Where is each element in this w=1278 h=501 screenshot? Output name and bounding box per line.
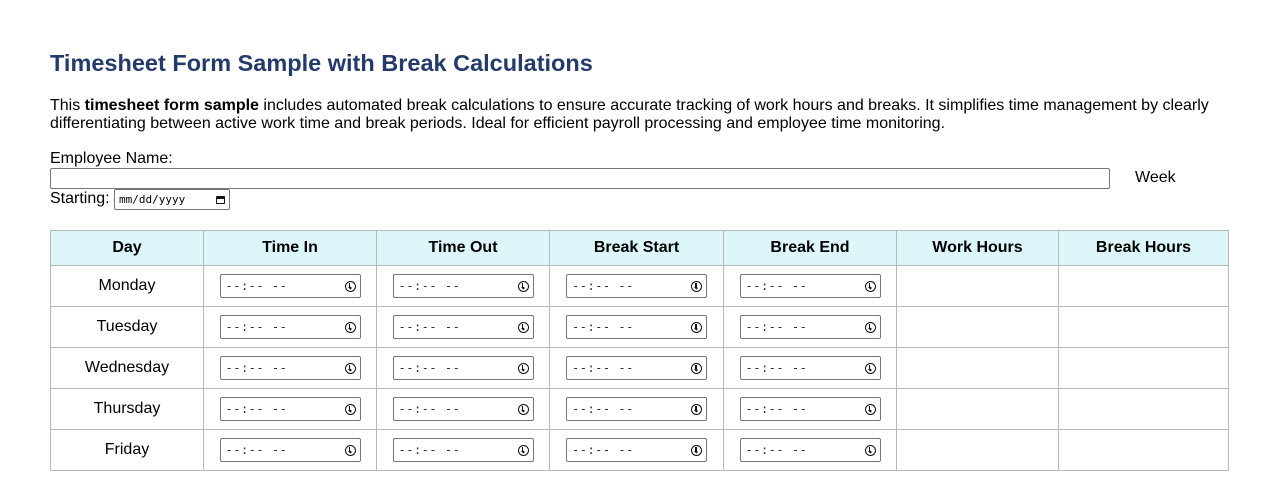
header-work-hours: Work Hours [897,231,1059,266]
time-in-cell [204,266,377,307]
table-row [51,389,1229,430]
break-hours-cell [1059,389,1229,430]
time-placeholder: --:-- -- [572,320,634,334]
description-prefix: This [50,97,85,114]
break-start-cell [550,389,724,430]
break-end-cell [724,430,897,471]
time-out-cell [377,266,550,307]
clock-icon[interactable] [691,404,702,415]
header-break-start: Break Start [550,231,724,266]
time-placeholder: --:-- -- [225,443,288,457]
header-day: Day [51,231,204,266]
time-out-input[interactable] [393,397,534,421]
time-placeholder: --:-- -- [572,443,634,457]
break-hours-cell [1059,307,1229,348]
week-starting-date-input[interactable] [114,189,230,210]
work-hours-cell [897,307,1059,348]
clock-icon[interactable] [865,281,876,292]
break-start-input[interactable] [566,397,707,421]
employee-name-input[interactable] [50,168,1110,189]
time-placeholder: --:-- -- [398,402,461,416]
time-in-input[interactable] [220,397,361,421]
time-out-input[interactable] [393,356,534,380]
clock-icon[interactable] [691,445,702,456]
clock-icon[interactable] [865,363,876,374]
time-placeholder: --:-- -- [745,402,808,416]
time-placeholder: --:-- -- [398,443,461,457]
timesheet-table [50,230,1229,471]
break-end-cell [724,307,897,348]
clock-icon[interactable] [691,363,702,374]
day-cell: Tuesday [51,307,204,348]
time-in-input[interactable] [220,356,361,380]
break-end-input[interactable] [740,397,881,421]
time-in-cell [204,389,377,430]
header-time-out: Time Out [377,231,550,266]
table-row [51,307,1229,348]
time-in-input[interactable] [220,274,361,298]
header-time-in: Time In [204,231,377,266]
table-row [51,266,1229,307]
description [50,97,1220,133]
description-bold: timesheet form sample [84,97,259,114]
break-start-cell [550,430,724,471]
break-end-input[interactable] [740,356,881,380]
day-cell: Monday [51,266,204,307]
time-in-cell [204,348,377,389]
time-placeholder: --:-- -- [398,361,461,375]
time-placeholder: --:-- -- [225,279,288,293]
break-end-cell [724,348,897,389]
day-cell: Friday [51,430,204,471]
break-hours-cell [1059,348,1229,389]
work-hours-cell [897,430,1059,471]
break-start-cell [550,266,724,307]
time-in-input[interactable] [220,438,361,462]
page-title: Timesheet Form Sample with Break Calculations [50,50,593,76]
time-out-cell [377,348,550,389]
calendar-icon[interactable] [216,196,225,204]
clock-icon[interactable] [345,445,356,456]
clock-icon[interactable] [865,404,876,415]
clock-icon[interactable] [865,445,876,456]
break-start-input[interactable] [566,356,707,380]
time-placeholder: --:-- -- [225,402,288,416]
table-row [51,430,1229,471]
clock-icon[interactable] [345,363,356,374]
time-out-cell [377,430,550,471]
time-placeholder: --:-- -- [745,320,808,334]
clock-icon[interactable] [691,322,702,333]
time-placeholder: --:-- -- [225,320,288,334]
clock-icon[interactable] [518,322,529,333]
time-placeholder: --:-- -- [398,320,461,334]
break-end-input[interactable] [740,438,881,462]
clock-icon[interactable] [865,322,876,333]
break-start-cell [550,348,724,389]
employee-name-label: Employee Name: [50,150,173,167]
day-cell: Wednesday [51,348,204,389]
clock-icon[interactable] [345,404,356,415]
time-out-input[interactable] [393,274,534,298]
clock-icon[interactable] [518,281,529,292]
time-in-cell [204,430,377,471]
date-placeholder: mm/dd/yyyy [119,193,186,206]
clock-icon[interactable] [345,281,356,292]
time-placeholder: --:-- -- [572,402,634,416]
break-end-input[interactable] [740,274,881,298]
time-out-cell [377,389,550,430]
break-hours-cell [1059,266,1229,307]
starting-label: Starting: [50,190,110,207]
table-row [51,348,1229,389]
work-hours-cell [897,266,1059,307]
time-placeholder: --:-- -- [398,279,461,293]
clock-icon[interactable] [691,281,702,292]
description-suffix: includes automated break calculations to ensure accurate tracking of work hours and breaks. It simplifies time management by clearly differentiating between active work time and break periods. Ideal for efficient payroll processing and employee time monitoring. [50,97,1209,132]
work-hours-cell [897,348,1059,389]
time-placeholder: --:-- -- [572,361,634,375]
clock-icon[interactable] [518,445,529,456]
time-placeholder: --:-- -- [745,443,808,457]
time-placeholder: --:-- -- [745,361,808,375]
table-header-row [51,231,1229,266]
break-end-cell [724,266,897,307]
break-end-cell [724,389,897,430]
time-in-cell [204,307,377,348]
time-placeholder: --:-- -- [225,361,288,375]
break-start-input[interactable] [566,315,707,339]
week-label: Week [1135,169,1176,186]
break-start-input[interactable] [566,274,707,298]
break-start-cell [550,307,724,348]
day-cell: Thursday [51,389,204,430]
clock-icon[interactable] [345,322,356,333]
work-hours-cell [897,389,1059,430]
time-out-input[interactable] [393,315,534,339]
break-hours-cell [1059,430,1229,471]
time-placeholder: --:-- -- [745,279,808,293]
time-placeholder: --:-- -- [572,279,634,293]
break-start-input[interactable] [566,438,707,462]
time-out-cell [377,307,550,348]
clock-icon[interactable] [518,404,529,415]
break-end-input[interactable] [740,315,881,339]
time-in-input[interactable] [220,315,361,339]
time-out-input[interactable] [393,438,534,462]
header-break-end: Break End [724,231,897,266]
clock-icon[interactable] [518,363,529,374]
header-break-hours: Break Hours [1059,231,1229,266]
